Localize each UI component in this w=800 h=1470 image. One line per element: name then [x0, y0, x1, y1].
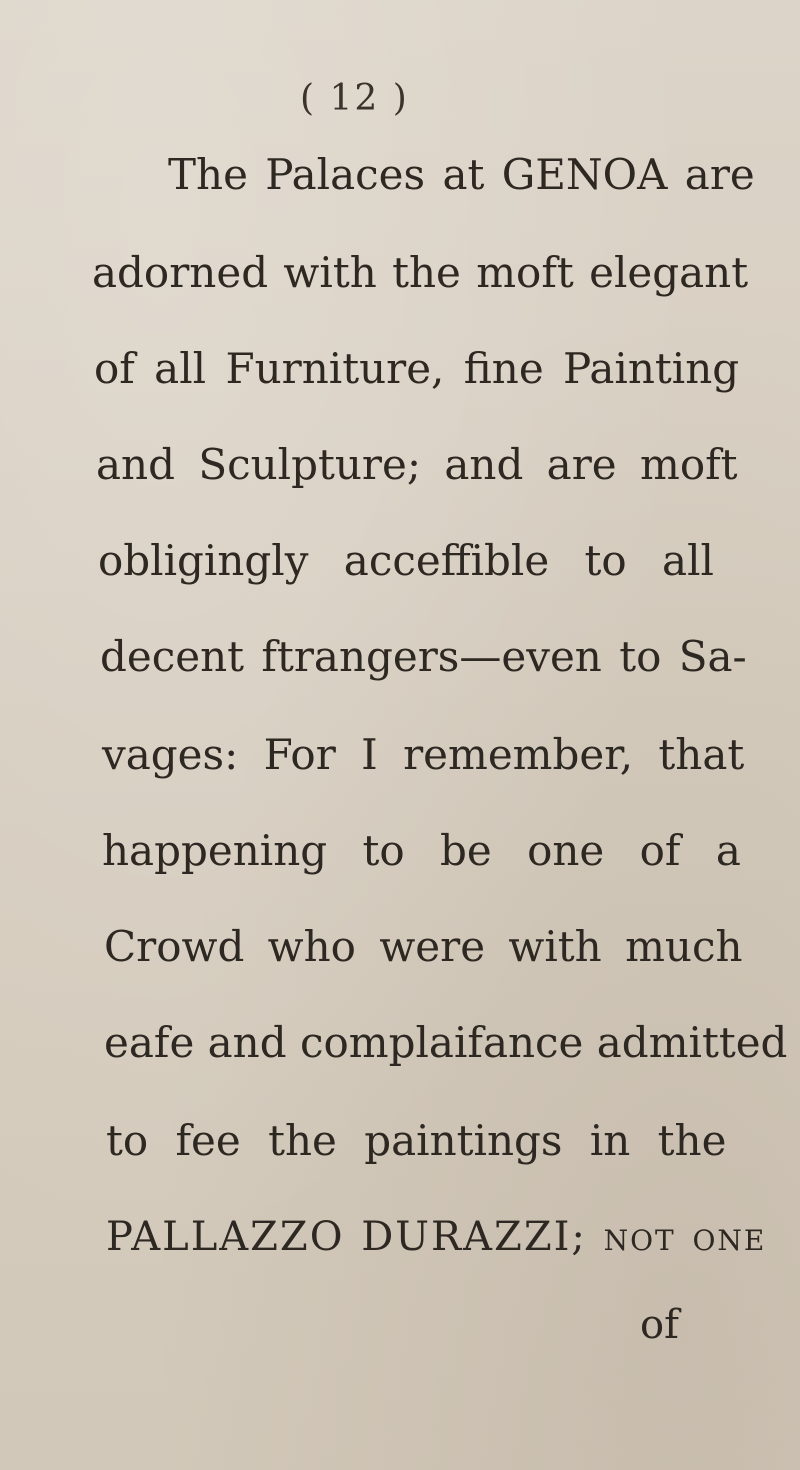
text-line-3: of all Furniture, fine Painting	[94, 344, 740, 393]
text-line-2: adorned with the moft elegant	[92, 248, 749, 297]
text-line-7: vages: For I remember, that	[102, 730, 745, 779]
text-line-5: obligingly acceffible to all	[98, 536, 714, 585]
text-line-10: eafe and complaifance admitted	[104, 1018, 788, 1067]
text-line-6: decent ftrangers—even to Sa-	[100, 632, 747, 681]
text-line-4: and Sculpture; and are moft	[96, 440, 738, 489]
text-line-8: happening to be one of a	[102, 826, 741, 875]
text-line-11: to fee the paintings in the	[106, 1116, 727, 1165]
text-line-9: Crowd who were with much	[104, 922, 743, 971]
text-line-12: PALLAZZO DURAZZI; not one	[106, 1214, 767, 1260]
catchword: of	[640, 1302, 679, 1348]
text-line-1: The Palaces at GENOA are	[168, 150, 755, 199]
page-number: ( 12 )	[300, 78, 409, 119]
